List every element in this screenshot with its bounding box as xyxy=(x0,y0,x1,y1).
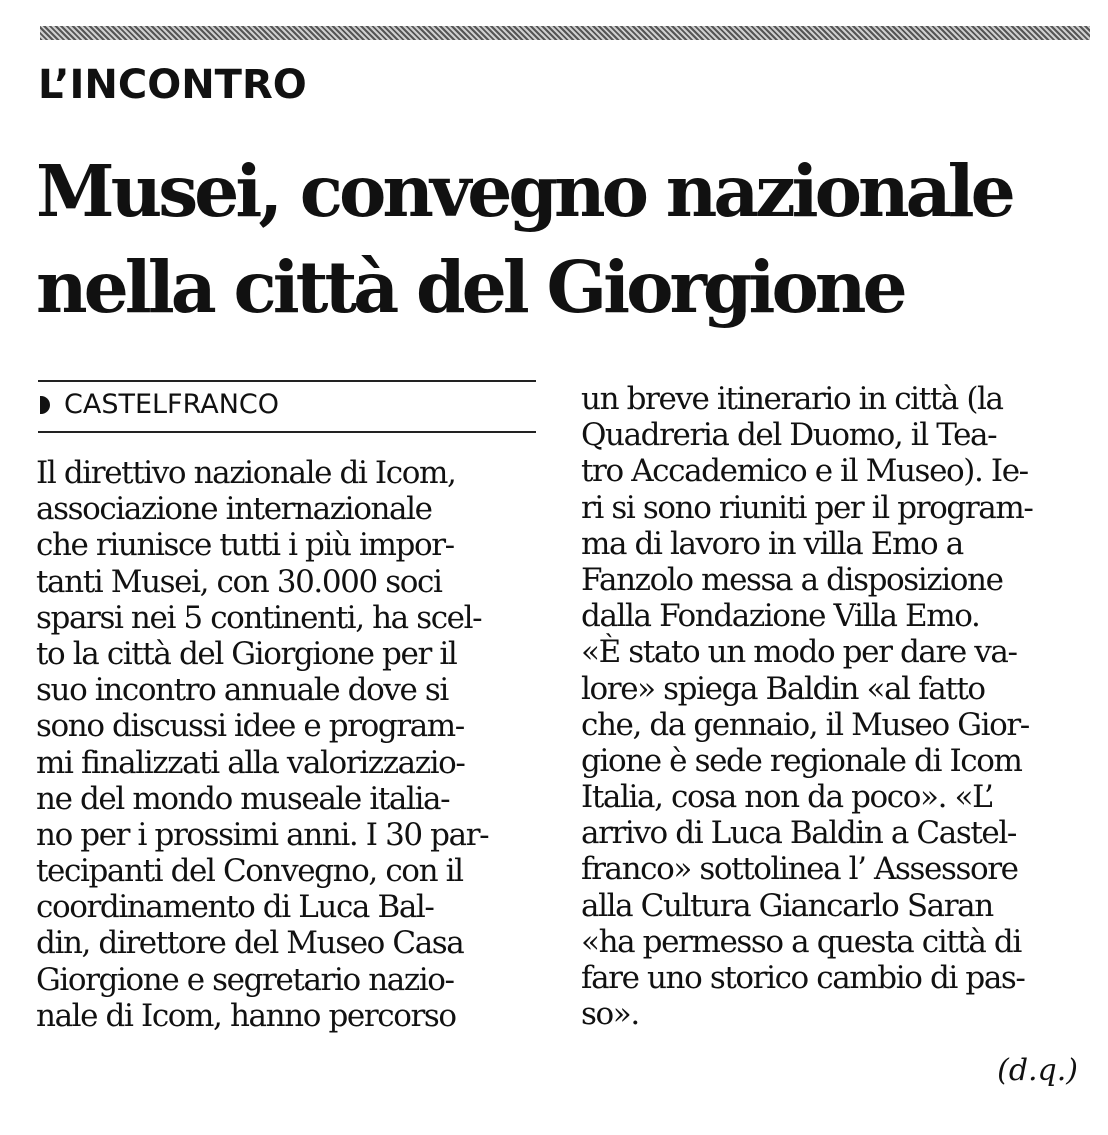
dateline-rule-bottom xyxy=(38,431,536,433)
section-kicker: L’INCONTRO xyxy=(38,62,307,108)
text-line: franco» sottolinea l’ Assessore xyxy=(581,851,1018,888)
text-line: no per i prossimi anni. I 30 par- xyxy=(36,816,489,853)
text-line: ne del mondo museale italia- xyxy=(36,780,450,817)
text-line: din, direttore del Museo Casa xyxy=(36,925,464,962)
text-line: che, da gennaio, il Museo Gior- xyxy=(581,706,1029,743)
text-line: nale di Icom, hanno percorso xyxy=(36,997,456,1034)
dateline-rule-top xyxy=(38,380,536,382)
text-line: tanti Musei, con 30.000 soci xyxy=(36,563,442,600)
dateline xyxy=(40,389,279,420)
top-hatched-rule xyxy=(40,26,1090,40)
text-line: alla Cultura Giancarlo Saran xyxy=(581,887,993,924)
text-line: so». xyxy=(581,996,639,1033)
text-line: Quadreria del Duomo, il Tea- xyxy=(581,417,997,454)
text-line: un breve itinerario in città (la xyxy=(581,381,1003,417)
dateline-marker-icon xyxy=(40,396,50,414)
text-line: tecipanti del Convegno, con il xyxy=(36,853,463,890)
text-line: suo incontro annuale dove si xyxy=(36,672,448,709)
text-line: ma di lavoro in villa Emo a xyxy=(581,525,963,562)
headline-line-1: Musei, convegno nazionale xyxy=(36,149,1012,233)
text-line: lore» spiega Baldin «al fatto xyxy=(581,670,985,707)
text-line: coordinamento di Luca Bal- xyxy=(36,889,434,926)
text-line: mi finalizzati alla valorizzazio- xyxy=(36,744,465,781)
text-line: sono discussi idee e program- xyxy=(36,708,464,745)
text-line: sparsi nei 5 continenti, ha scel- xyxy=(36,599,482,636)
author-initials: (d.q.) xyxy=(997,1053,1078,1088)
text-line: Fanzolo messa a disposizione xyxy=(581,561,1003,598)
text-line: tro Accademico e il Museo). Ie- xyxy=(581,453,1028,490)
text-line: associazione internazionale xyxy=(36,491,432,528)
dateline-text: CASTELFRANCO xyxy=(64,389,280,420)
article-column-right xyxy=(581,381,1091,1032)
text-line: arrivo di Luca Baldin a Castel- xyxy=(581,815,1016,852)
headline-line-2: nella città del Giorgione xyxy=(36,245,904,329)
text-line: ri si sono riuniti per il program- xyxy=(581,489,1033,526)
text-line: dalla Fondazione Villa Emo. xyxy=(581,598,980,635)
text-line: che riunisce tutti i più impor- xyxy=(36,527,454,564)
text-line: Italia, cosa non da poco». «L’ xyxy=(581,779,993,816)
text-line: Giorgione e segretario nazio- xyxy=(36,961,454,998)
text-line: to la città del Giorgione per il xyxy=(36,635,457,672)
headline xyxy=(36,143,1012,335)
article-column-left xyxy=(36,455,536,1034)
text-line: «ha permesso a questa città di xyxy=(581,923,1021,960)
text-line: gione è sede regionale di Icom xyxy=(581,742,1022,779)
text-line: «È stato un modo per dare va- xyxy=(581,634,1017,671)
text-line: Il direttivo nazionale di Icom, xyxy=(36,455,456,491)
text-line: fare uno storico cambio di pas- xyxy=(581,960,1025,996)
